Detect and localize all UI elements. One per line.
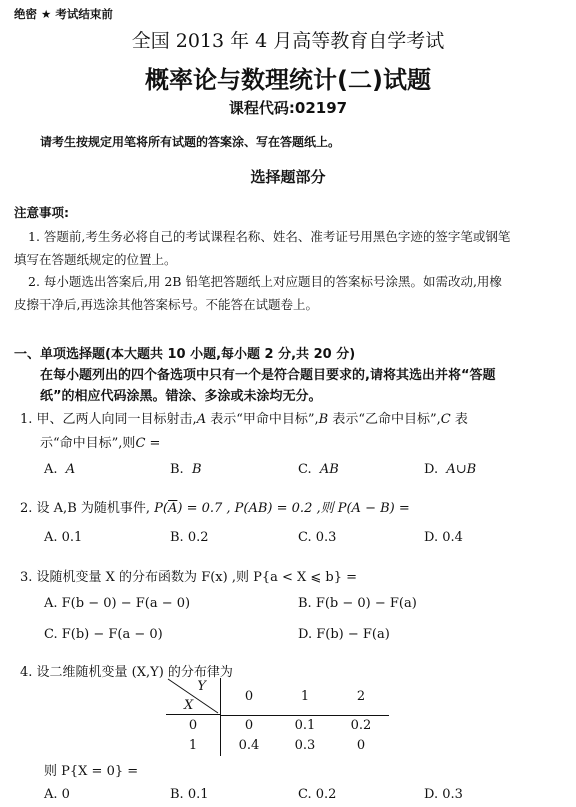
part-1-desc-line-2: 纸”的相应代码涂黑。错涂、多涂或未涂均无分。 bbox=[40, 389, 322, 404]
question-1-line-2 bbox=[40, 432, 160, 451]
table-cell: 0.4 bbox=[238, 738, 260, 753]
question-4-option-c: C. 0.2 bbox=[298, 787, 337, 802]
table-cell: 0 bbox=[356, 738, 366, 753]
table-row-header: 1 bbox=[166, 736, 221, 756]
question-2-option-b: B. 0.2 bbox=[170, 530, 209, 545]
table-cell: 0.2 bbox=[350, 718, 372, 733]
question-3-text: 3. 设随机变量 X 的分布函数为 F(x) ,则 P{a < X ⩽ b} = bbox=[20, 570, 358, 585]
question-4-text: 4. 设二维随机变量 (X,Y) 的分布律为 bbox=[20, 665, 233, 680]
table-col-header: 0 bbox=[221, 678, 278, 715]
option-letter: D. bbox=[424, 462, 439, 477]
course-code: 课程代码:02197 bbox=[228, 99, 348, 117]
question-1-text-c: 表示“乙命中目标”, bbox=[328, 412, 441, 427]
section-title: 选择题部分 bbox=[250, 168, 326, 186]
question-1-number: 1. bbox=[20, 412, 33, 427]
question-4-option-d: D. 0.3 bbox=[424, 787, 463, 802]
option-letter: B. bbox=[170, 462, 184, 477]
note-1-line-2: 填写在答题纸规定的位置上。 bbox=[14, 252, 177, 267]
table-row bbox=[166, 736, 389, 756]
table-cell: 0.1 bbox=[294, 718, 316, 733]
option-value: A bbox=[65, 462, 76, 477]
note-2-line-1: 2. 每小题选出答案后,用 2B 铅笔把答题纸上对应题目的答案标号涂黑。如需改动,用橡 bbox=[28, 274, 502, 289]
question-1-text-b: 表示“甲命中目标”, bbox=[206, 412, 319, 427]
confidential-label: 绝密 ★ 考试结束前 bbox=[14, 7, 113, 21]
question-2-complement-a: $\overline{A}$ bbox=[167, 501, 178, 516]
table-row-header: 0 bbox=[166, 715, 221, 736]
question-3-option-c: C. F(b) − F(a − 0) bbox=[44, 627, 163, 642]
table-col-header: 2 bbox=[333, 678, 389, 715]
option-letter: C. bbox=[298, 462, 312, 477]
part-1-heading: 一、单项选择题(本大题共 10 小题,每小题 2 分,共 20 分) bbox=[14, 347, 356, 362]
option-letter: A. bbox=[44, 462, 58, 477]
question-3-option-a: A. F(b − 0) − F(a − 0) bbox=[44, 596, 191, 611]
paper-title: 概率论与数理统计(二)试题 bbox=[145, 66, 431, 94]
notes-heading: 注意事项: bbox=[14, 205, 69, 220]
question-1-option-c bbox=[298, 462, 339, 477]
question-2-part-1: 2. 设 A,B 为随机事件, bbox=[20, 501, 151, 516]
option-value: A∪B bbox=[446, 462, 477, 477]
question-1-option-a bbox=[44, 462, 75, 477]
note-1-line-1: 1. 答题前,考生务必将自己的考试课程名称、姓名、准考证号用黑色字迹的签字笔或钢笔 bbox=[28, 229, 511, 244]
question-1-option-b bbox=[170, 462, 202, 477]
question-1-line-2-eq: = bbox=[145, 436, 161, 451]
exam-title: 全国 2013 年 4 月高等教育自学考试 bbox=[131, 30, 445, 52]
option-value: AB bbox=[319, 462, 339, 477]
table-col-header: 1 bbox=[277, 678, 333, 715]
question-1-text-a: 甲、乙两人向同一目标射击, bbox=[36, 412, 197, 427]
question-2-option-a: A. 0.1 bbox=[44, 530, 83, 545]
question-1-text-d: 表 bbox=[450, 412, 468, 427]
question-1-line-2-var: C bbox=[135, 436, 146, 451]
answer-instruction: 请考生按规定用笔将所有试题的答案涂、写在答题纸上。 bbox=[40, 135, 341, 149]
question-4-option-b: B. 0.1 bbox=[170, 787, 209, 802]
question-1-var-b: B bbox=[318, 412, 329, 427]
table-corner-cell bbox=[166, 678, 221, 715]
distribution-table bbox=[166, 678, 389, 756]
question-2-option-d: D. 0.4 bbox=[424, 530, 463, 545]
question-1-line-2-text: 示“命中目标”,则 bbox=[40, 436, 136, 451]
question-1-var-a: A bbox=[196, 412, 207, 427]
note-2-line-2: 皮擦干净后,再选涂其他答案标号。不能答在试题卷上。 bbox=[14, 297, 318, 312]
question-3-option-d: D. F(b) − F(a) bbox=[298, 627, 390, 642]
question-4-option-a: A. 0 bbox=[44, 787, 70, 802]
question-1-var-c: C bbox=[440, 412, 451, 427]
table-x-label: X bbox=[184, 698, 194, 713]
question-2-text bbox=[20, 497, 410, 516]
table-y-label: Y bbox=[197, 679, 206, 694]
table-row bbox=[166, 715, 389, 736]
question-2-option-c: C. 0.3 bbox=[298, 530, 337, 545]
part-1-desc-line-1: 在每小题列出的四个备选项中只有一个是符合题目要求的,请将其选出并将“答题 bbox=[40, 368, 496, 383]
table-cell: 0.3 bbox=[294, 738, 316, 753]
question-1-option-d bbox=[424, 462, 476, 477]
question-4-after-text: 则 P{X = 0} = bbox=[44, 764, 139, 779]
question-2-part-3: ) = 0.7 , P(AB) = 0.2 ,则 P(A − B) = bbox=[177, 501, 410, 516]
question-1-line-1 bbox=[20, 408, 468, 427]
option-value: B bbox=[191, 462, 202, 477]
table-cell: 0 bbox=[244, 718, 254, 733]
question-3-option-b: B. F(b − 0) − F(a) bbox=[298, 596, 417, 611]
question-2-part-2: P( bbox=[154, 501, 168, 516]
